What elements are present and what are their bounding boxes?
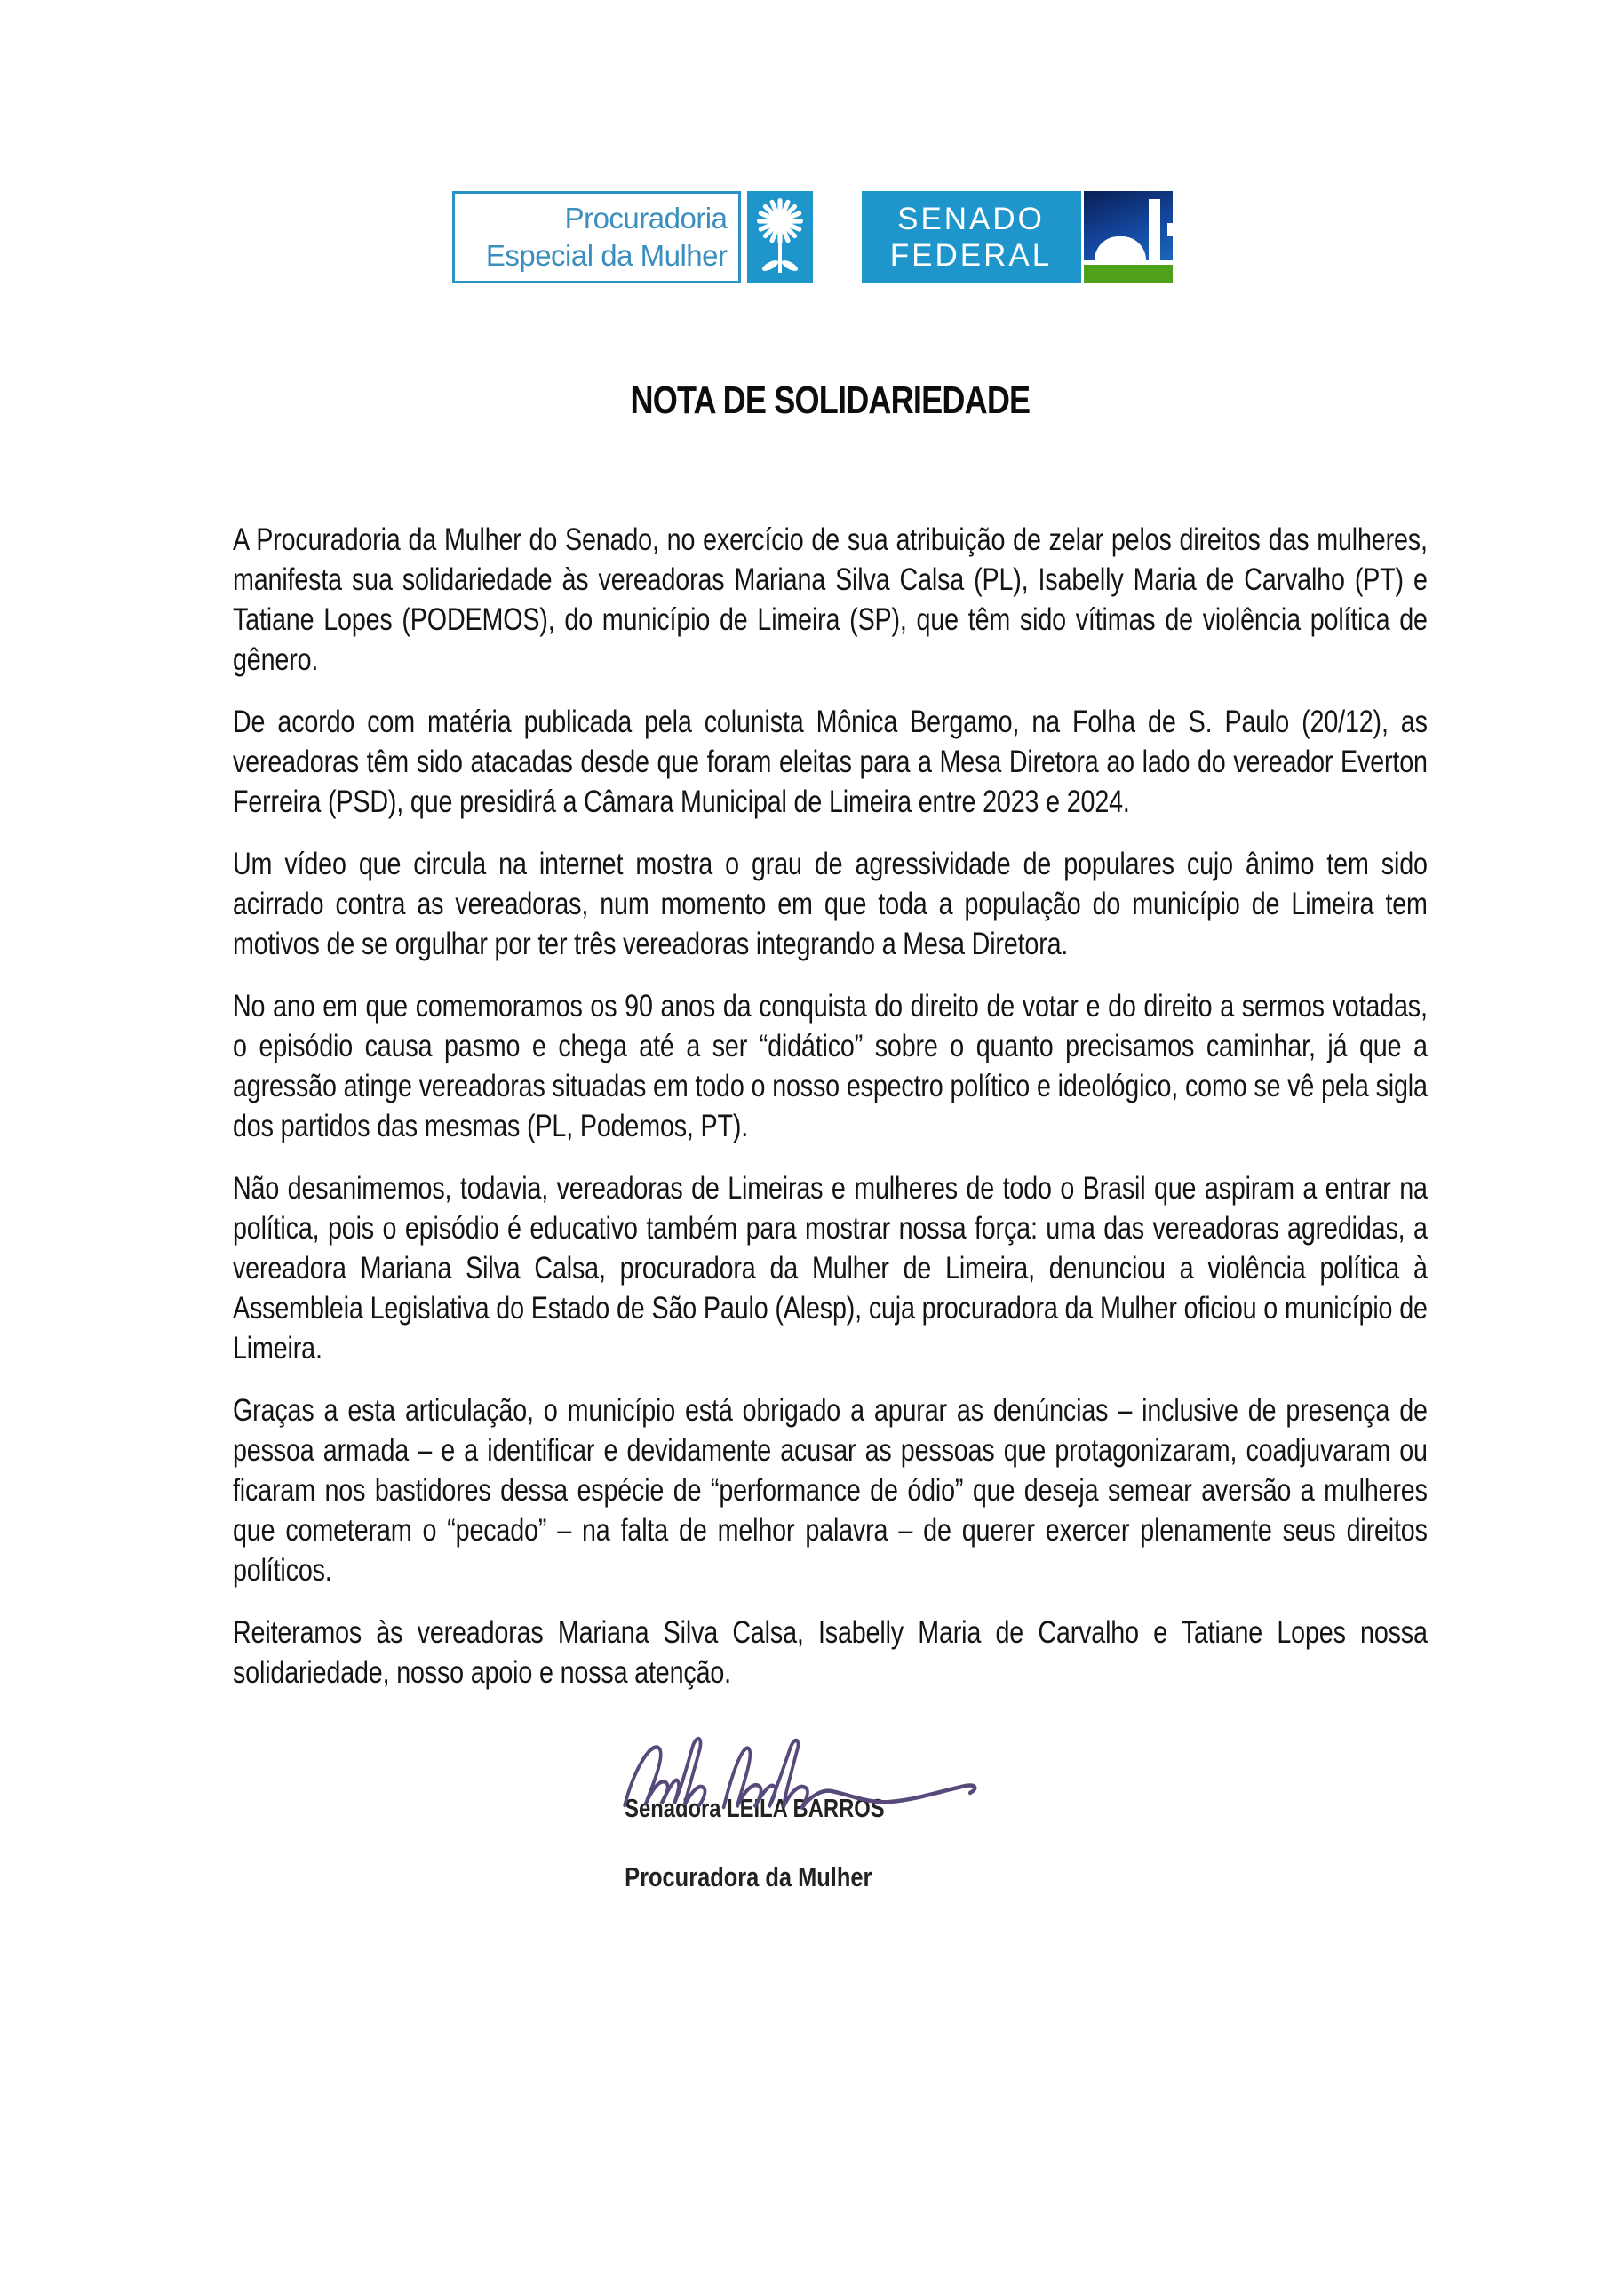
paragraph-1: A Procuradoria da Mulher do Senado, no exercício de sua atribuição de zelar pelos direitos das mulheres, manifesta sua solidariedade às vereadoras Mariana Silva Calsa (PL), Isabelly Maria de Carvalho (PT) e Tatiane Lopes (PODEMOS), do município de Limeira (SP), que têm sido vítimas de violência política de gênero. <box>233 522 1428 677</box>
paragraph-4: No ano em que comemoramos os 90 anos da conquista do direito de votar e do direito a sermos votadas, o episódio causa pasmo e chega até a ser “didático” sobre o quanto precisamos caminhar, já que a agressão atinge vereadoras situadas em todo o nosso espectro político e ideológico, como se vê pela sigla dos partidos das mesmas (PL, Podemos, PT). <box>233 989 1428 1143</box>
senado-logo-line1: SENADO <box>897 202 1045 236</box>
flower-logo-box <box>747 191 813 283</box>
flower-icon <box>752 195 808 280</box>
paragraph-2: De acordo com matéria publicada pela colunista Mônica Bergamo, na Folha de S. Paulo (20/12), as vereadoras têm sido atacadas desde que foram eleitas para a Mesa Diretora ao lado do vereador Everton Ferreira (PSD), que presidirá a Câmara Municipal de Limeira entre 2023 e 2024. <box>233 705 1428 819</box>
paragraph-3: Um vídeo que circula na internet mostra o grau de agressividade de populares cujo ânimo tem sido acirrado contra as vereadoras, num momento em que toda a população do município de Limeira tem motivos de se orgulhar por ter três vereadoras integrando a Mesa Diretora. <box>233 847 1428 961</box>
building-dome <box>1095 236 1146 260</box>
senado-federal-logo <box>862 191 1081 283</box>
building-tower-edge <box>1167 223 1173 236</box>
header-logos <box>0 191 1624 283</box>
paragraph-7: Reiteramos às vereadoras Mariana Silva Calsa, Isabelly Maria de Carvalho e Tatiane Lopes nossa solidariedade, nosso apoio e nossa atenção. <box>233 1615 1428 1690</box>
building-grass <box>1084 265 1173 283</box>
congress-building-image <box>1084 191 1173 283</box>
senado-logo-line2: FEDERAL <box>889 238 1053 273</box>
document-body <box>233 378 1428 1893</box>
paragraph-6: Graças a esta articulação, o município está obrigado a apurar as denúncias – inclusive de presença de pessoa armada – e a identificar e devidamente acusar as pessoas que protagonizaram, coadjuvaram ou ficaram nos bastidores dessa espécie de “performance de ódio” que deseja semear aversão a mulheres que cometeram o “pecado” – na falta de melhor palavra – de querer exercer plenamente seus direitos políticos. <box>233 1393 1428 1588</box>
paragraph-5: Não desanimemos, todavia, vereadoras de Limeiras e mulheres de todo o Brasil que aspiram a entrar na política, pois o episódio é educativo também para mostrar nossa força: uma das vereadoras agredidas, a vereadora Mariana Silva Calsa, procuradora da Mulher de Limeira, denunciou a violência política à Assembleia Legislativa do Estado de São Paulo (Alesp), cuja procuradora da Mulher oficiou o município de Limeira. <box>233 1171 1428 1366</box>
building-tower <box>1149 199 1160 260</box>
page-title: NOTA DE SOLIDARIEDADE <box>630 378 1031 422</box>
signature-name: Senadora LEILA BARROS <box>625 1795 885 1823</box>
procuradoria-logo-line1: Procuradoria <box>564 202 728 235</box>
procuradoria-logo-line2: Especial da Mulher <box>485 239 728 272</box>
signature-role: Procuradora da Mulher <box>625 1861 872 1892</box>
signature-block <box>625 1795 1134 1893</box>
procuradoria-logo <box>452 191 741 283</box>
